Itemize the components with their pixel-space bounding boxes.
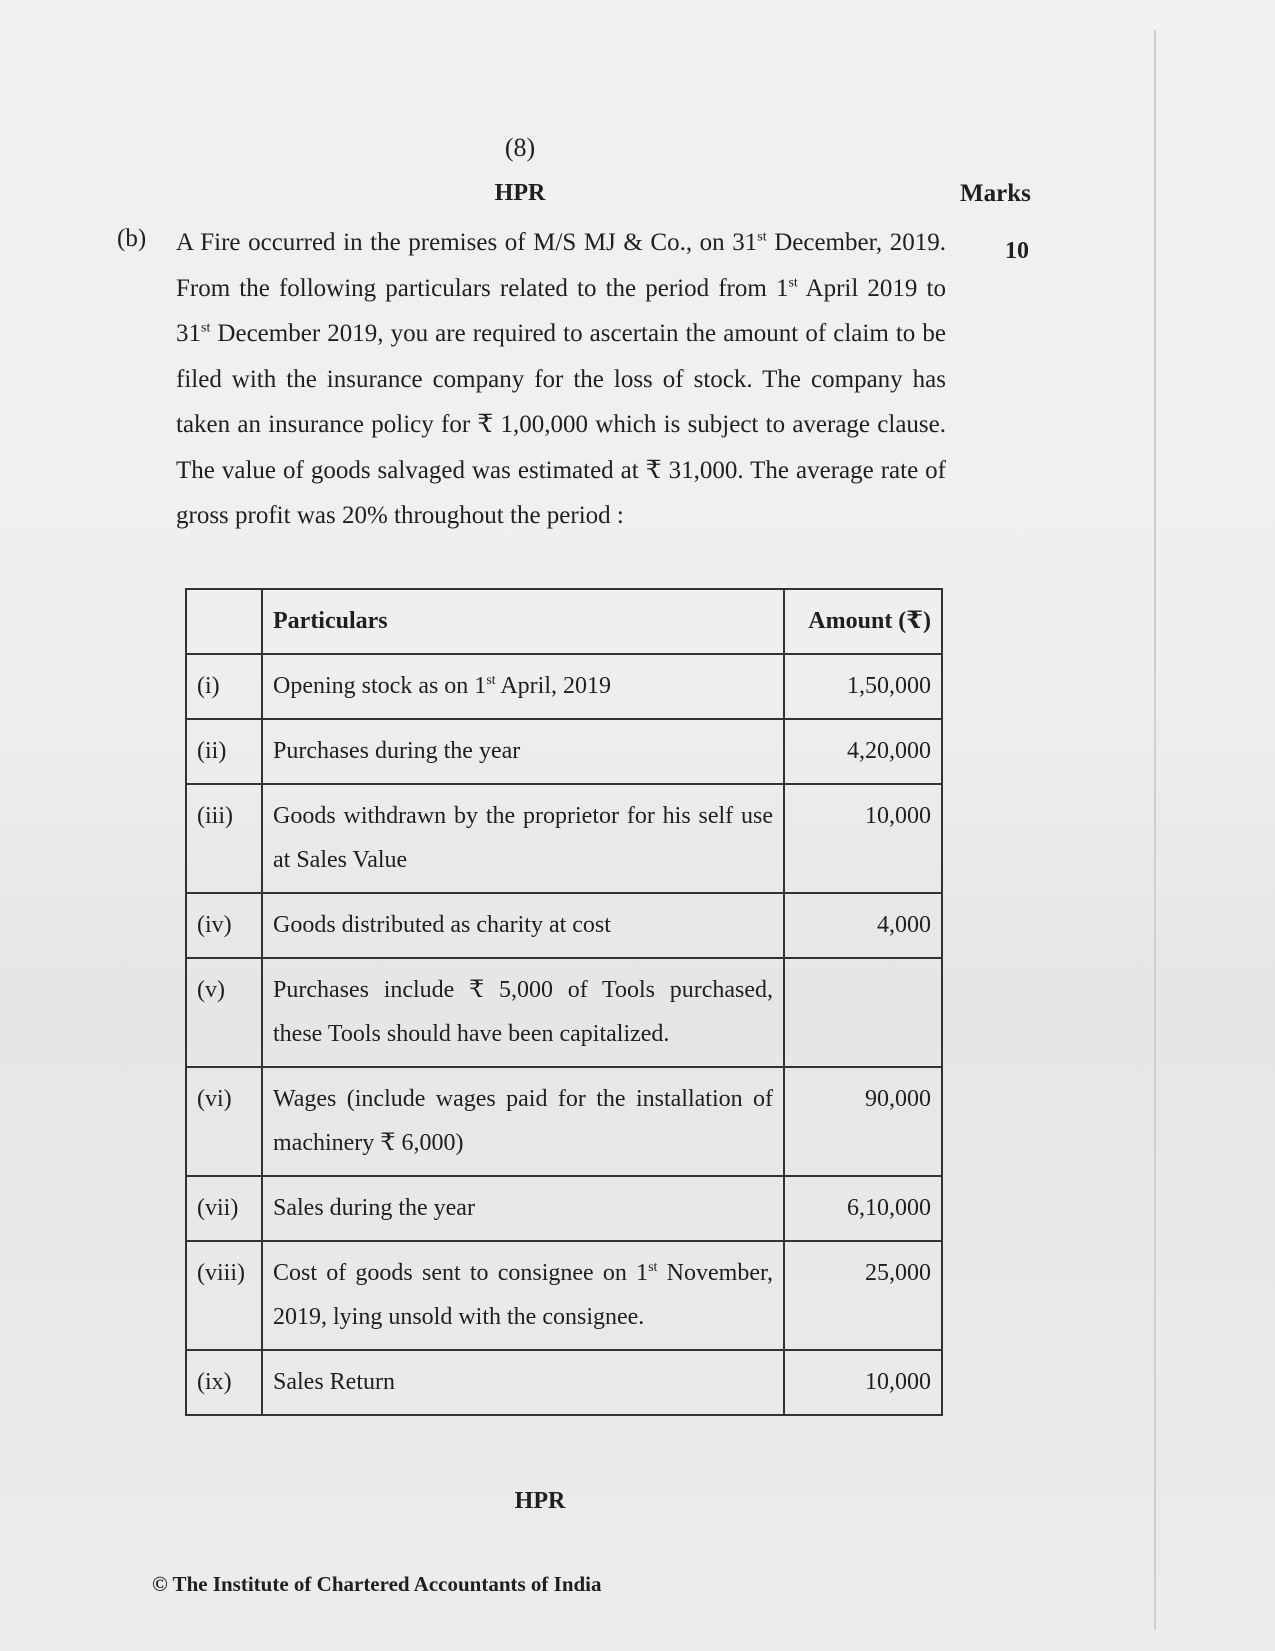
row-description: Wages (include wages paid for the installation of machinery ₹ 6,000): [262, 1067, 784, 1176]
row-number: (ii): [186, 719, 262, 784]
table-header-row: [186, 589, 942, 654]
marks-column-heading: Marks: [960, 180, 1031, 207]
row-amount: 1,50,000: [784, 654, 942, 719]
row-amount: 25,000: [784, 1241, 942, 1350]
table-row: [186, 1241, 942, 1350]
page-edge-line: [1154, 30, 1156, 1630]
paper-code-footer: HPR: [514, 1488, 566, 1514]
row-number: (vi): [186, 1067, 262, 1176]
row-number: (v): [186, 958, 262, 1067]
row-number: (iii): [186, 784, 262, 893]
row-description: Goods withdrawn by the proprietor for his self use at Sales Value: [262, 784, 784, 893]
row-description: Goods distributed as charity at cost: [262, 893, 784, 958]
question-text: A Fire occurred in the premises of M/S MJ & Co., on 31st December, 2019. From the following particulars related to the period from 1st April 2019 to 31st December 2019, you are required to ascertain the amount of claim to be filed with the insurance company for the loss of stock. The company has taken an insurance policy for ₹ 1,00,000 which is subject to average clause. The value of goods salvaged was estimated at ₹ 31,000. The average rate of gross profit was 20% throughout the period :: [176, 229, 946, 529]
row-description: Sales during the year: [262, 1176, 784, 1241]
row-description: Purchases during the year: [262, 719, 784, 784]
table-row: [186, 1176, 942, 1241]
table-row: [186, 1350, 942, 1415]
row-number: (ix): [186, 1350, 262, 1415]
header-amount: Amount (₹): [784, 589, 942, 654]
row-amount: 10,000: [784, 1350, 942, 1415]
row-number: (i): [186, 654, 262, 719]
question-marks: 10: [1005, 238, 1029, 264]
row-amount: 6,10,000: [784, 1176, 942, 1241]
header-particulars: Particulars: [262, 589, 784, 654]
row-description: Opening stock as on 1st April, 2019: [262, 654, 784, 719]
header-serial: [186, 589, 262, 654]
table-row: [186, 1067, 942, 1176]
page-number: (8): [504, 133, 536, 162]
table-row: [186, 784, 942, 893]
row-amount: [784, 958, 942, 1067]
table-row: [186, 958, 942, 1067]
row-amount: 90,000: [784, 1067, 942, 1176]
row-amount: 4,000: [784, 893, 942, 958]
question-label: (b): [117, 225, 147, 252]
row-description: Sales Return: [262, 1350, 784, 1415]
row-amount: 4,20,000: [784, 719, 942, 784]
table-row: [186, 719, 942, 784]
table-row: [186, 893, 942, 958]
row-number: (iv): [186, 893, 262, 958]
row-description: Purchases include ₹ 5,000 of Tools purchased, these Tools should have been capitalized.: [262, 958, 784, 1067]
row-number: (viii): [186, 1241, 262, 1350]
row-description: Cost of goods sent to consignee on 1st November, 2019, lying unsold with the consignee.: [262, 1241, 784, 1350]
row-number: (vii): [186, 1176, 262, 1241]
copyright-notice: © The Institute of Chartered Accountants of India: [152, 1572, 602, 1596]
particulars-table: [185, 588, 943, 1416]
row-amount: 10,000: [784, 784, 942, 893]
table-row: [186, 654, 942, 719]
paper-code-header: HPR: [494, 180, 546, 206]
